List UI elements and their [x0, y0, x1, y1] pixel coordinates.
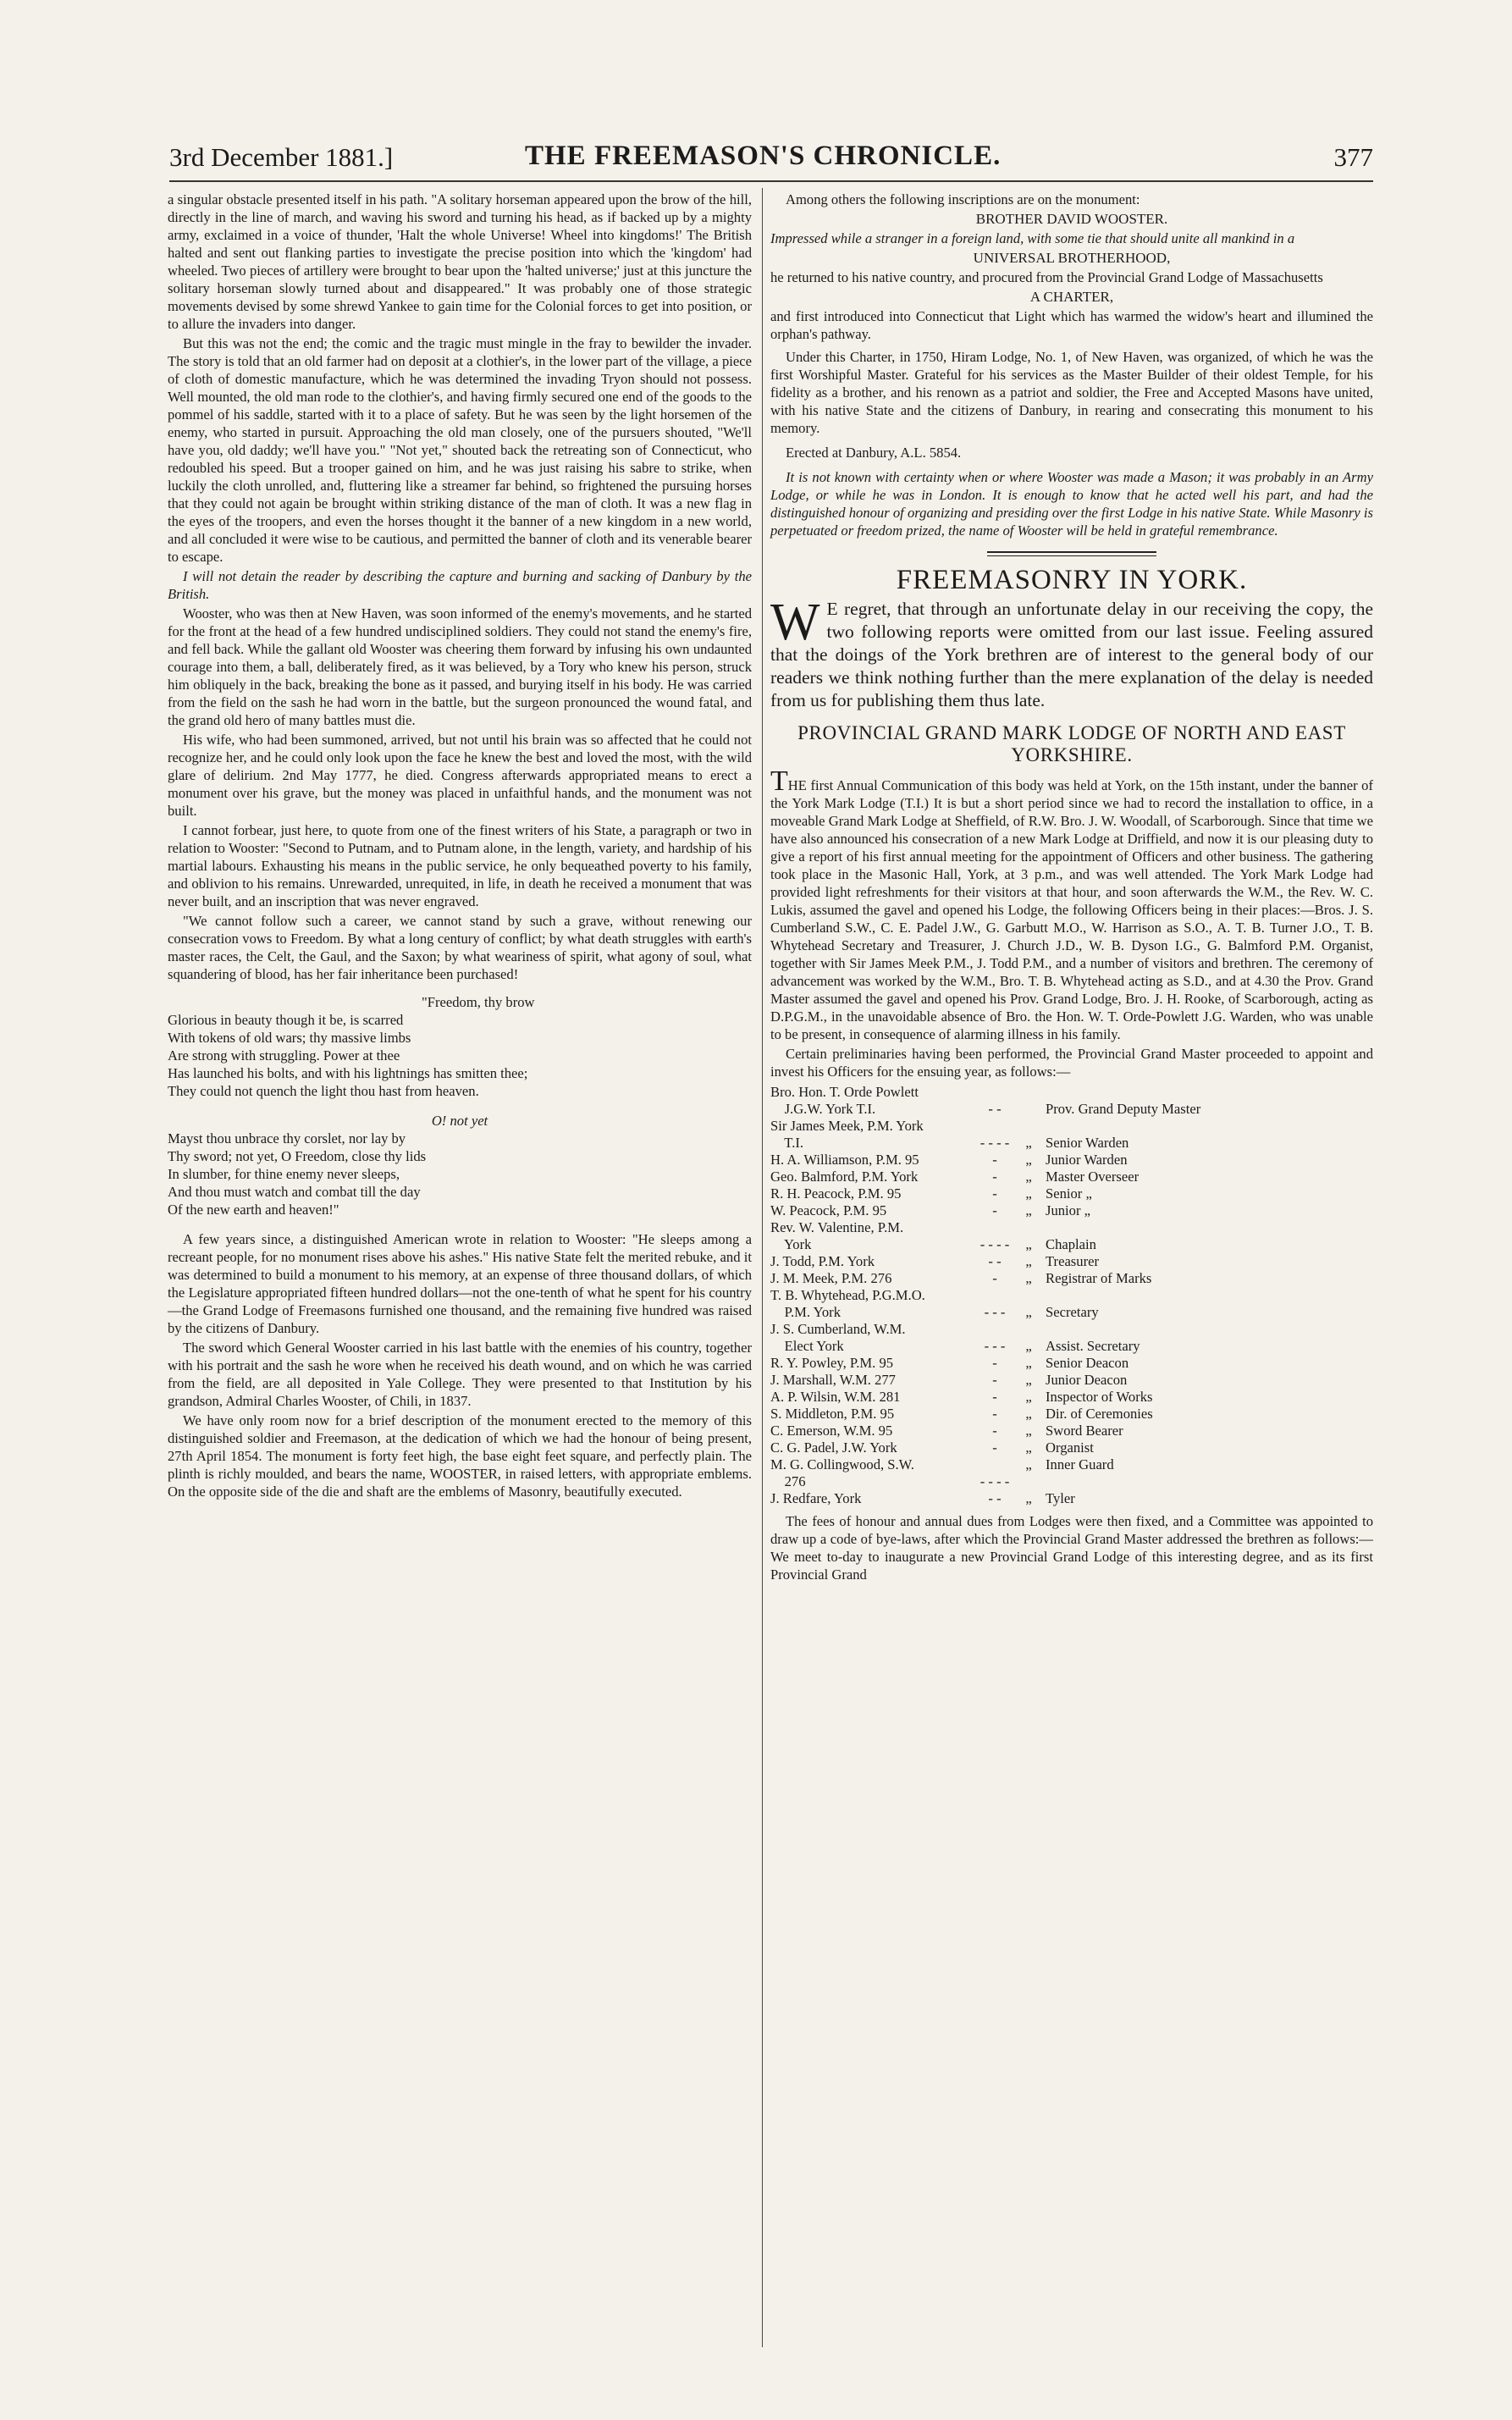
officer-leader-dots: - - - — [984, 1304, 1006, 1320]
officer-ditto-mark: „ — [1025, 1253, 1032, 1269]
officer-name: Geo. Balmford, P.M. York — [770, 1169, 919, 1185]
officer-row — [770, 1084, 1373, 1101]
poem-line: Glorious in beauty though it be, is scarred — [168, 1012, 404, 1028]
section-divider — [987, 551, 1156, 556]
article-paragraph: The sword which General Wooster carried in his last battle with the enemies of his country, together with his portrait and the sash he wore when he received his death wound, and on which he was carried from the field, are all deposited in Yale College. They were presented to that Institution by his grandson, Admiral Charles Wooster, of Chili, in 1837. — [168, 1340, 752, 1409]
article-paragraph: His wife, who had been summoned, arrived, but not until his brain was so affected that he could not recognize her, and he could only look upon the face he knew the best and loved the most, with the wild glare of delirium. 2nd May 1777, he died. Congress afterwards appropriated means to erect a monument over his grave, but the money was placed in unfaithful hands, and the monument was not built. — [168, 732, 752, 819]
section-title: FREEMASONRY IN YORK. — [896, 565, 1248, 595]
officer-name: Elect York — [770, 1338, 844, 1354]
officer-ditto-mark: „ — [1025, 1236, 1032, 1252]
officer-row — [770, 1236, 1373, 1253]
officer-role: Senior Warden — [1046, 1135, 1129, 1151]
officer-leader-dots: - — [992, 1185, 997, 1202]
officer-ditto-mark: „ — [1025, 1304, 1032, 1320]
officer-leader-dots: - - — [988, 1253, 1002, 1269]
officer-row — [770, 1406, 1373, 1423]
officer-ditto-mark: „ — [1025, 1372, 1032, 1388]
officer-name: P.M. York — [770, 1304, 842, 1320]
article-paragraph: But this was not the end; the comic and the tragic must mingle in the fray to bewilder the invader. The story is told that an old farmer had on deposit at a clothier's, in the lower part of the village, a piece of cloth of domestic manufacture, which he was determined the invading Tryon should not possess. Well mounted, the old man rode to the clothier's, and having firmly secured one end of the goods to the pommel of his saddle, started with it to a place of safety. But he was seen by the light horsemen of the enemy, who started in pursuit. Approaching the old man closely, one of the pursuers shouted, "We'll have you, old daddy; we'll have you." "Not yet," shouted back the retreating son of Connecticut, who redoubled his speed. But a trooper gained on him, and he was just raising his sabre to strike, when luckily the cloth unrolled, and, fluttering like a streamer far behind, so frightened the pursuing horses that they could not again be brought within striking distance of the man of cloth. It was a new flag in the eyes of the troopers, and even the horses thought it the banner of a new kingdom in a new world, and all concluded it were wise to be cautious, and permitted the banner of cloth and its venerable bearer to escape. — [168, 335, 752, 565]
officer-leader-dots: - — [992, 1270, 997, 1286]
article-paragraph: A few years since, a distinguished American wrote in relation to Wooster: "He sleeps among a recreant people, for no monument rises above his ashes." His native State felt the merited rebuke, and it was determined to build a monument to his memory, at an expense of three thousand dollars, of which the Legislature appropriated fifteen hundred dollars—not the one-tenth of what he spent for his country—the Grand Lodge of Freemasons furnished one thousand, and the remaining five hundred was raised by the citizens of Danbury. — [168, 1231, 752, 1336]
officer-leader-dots — [978, 1118, 1012, 1135]
officer-leader-dots — [978, 1219, 1012, 1236]
officer-ditto-mark: „ — [1025, 1389, 1032, 1405]
officer-ditto-mark: „ — [1025, 1270, 1032, 1286]
officer-ditto-mark — [1012, 1084, 1046, 1101]
poem-line: And thou must watch and combat till the day — [168, 1184, 421, 1200]
officer-ditto-mark: „ — [1025, 1439, 1032, 1456]
header-rule — [169, 180, 1373, 182]
officer-role: Registrar of Marks — [1046, 1270, 1152, 1286]
report-paragraph — [770, 765, 1373, 1043]
poem-line: Are strong with struggling. Power at thee — [168, 1047, 400, 1064]
officer-role: Senior „ — [1046, 1185, 1092, 1202]
report-paragraph: Certain preliminaries having been performed, the Provincial Grand Master proceeded to appoint and invest his Officers for the ensuing year, as follows:— — [770, 1046, 1373, 1080]
officer-name: York — [770, 1236, 812, 1252]
article-paragraph: We have only room now for a brief description of the monument erected to the memory of this distinguished soldier and Freemason, at the dedication of which we had the honour of being present, 27th April 1854. The monument is forty feet high, the base eight feet square, and perfectly plain. The plinth is richly moulded, and bears the name, WOOSTER, in raised letters, with appropriate emblems. On the opposite side of the die and shaft are the emblems of Masonry, beautifully executed. — [168, 1412, 752, 1500]
article-paragraph: It is not known with certainty when or where Wooster was made a Mason; it was probably in an Army Lodge, or while he was in London. It is enough to know that he acted well his part, and had the distinguished honour of organizing and presiding over the first Lodge in his native State. While Masonry is perpetuated or freedom prized, the name of Wooster will be held in grateful remembrance. — [770, 469, 1373, 539]
officer-row — [770, 1372, 1373, 1389]
officer-row — [770, 1490, 1373, 1507]
poem-line: They could not quench the light thou hast from heaven. — [168, 1083, 479, 1099]
page-header — [169, 141, 1373, 174]
officer-ditto-mark — [1012, 1321, 1046, 1338]
poem-line: Of the new earth and heaven!" — [168, 1202, 339, 1218]
poem-line: Thy sword; not yet, O Freedom, close thy lids — [168, 1148, 427, 1164]
inscription-heading: A CHARTER, — [1029, 289, 1114, 305]
officers-table-body — [770, 1084, 1373, 1507]
poem-stanza — [168, 993, 752, 1100]
officer-ditto-mark: „ — [1025, 1456, 1032, 1472]
officer-role: Secretary — [1046, 1304, 1099, 1320]
officer-name: R. H. Peacock, P.M. 95 — [770, 1185, 902, 1202]
officer-leader-dots: - — [992, 1423, 997, 1439]
officer-name: J. S. Cumberland, W.M. — [770, 1321, 906, 1337]
officer-role: Dir. of Ceremonies — [1046, 1406, 1153, 1422]
officer-leader-dots: - - — [988, 1101, 1002, 1117]
poem-line: Mayst thou unbrace thy corslet, nor lay by — [168, 1130, 406, 1146]
officer-row — [770, 1219, 1373, 1236]
poem-stanza — [168, 1112, 752, 1218]
officer-row — [770, 1202, 1373, 1219]
officer-leader-dots: - - - - — [979, 1135, 1010, 1151]
officer-leader-dots — [978, 1084, 1012, 1101]
officers-table — [770, 1084, 1373, 1507]
officer-name: T. B. Whytehead, P.G.M.O. — [770, 1287, 925, 1303]
officer-name: H. A. Williamson, P.M. 95 — [770, 1152, 919, 1168]
article-paragraph: Erected at Danbury, A.L. 5854. — [786, 445, 962, 461]
officer-role: Sword Bearer — [1046, 1423, 1123, 1439]
lead-paragraph — [770, 594, 1373, 712]
officer-leader-dots: - — [992, 1406, 997, 1422]
left-column — [168, 191, 752, 1502]
officer-role: Junior Deacon — [1046, 1372, 1128, 1388]
officer-ditto-mark — [1012, 1118, 1046, 1135]
officer-ditto-mark — [1012, 1473, 1046, 1490]
officer-name: J. Redfare, York — [770, 1490, 862, 1506]
officer-row — [770, 1118, 1373, 1135]
officer-row — [770, 1135, 1373, 1152]
inscription-text: Impressed while a stranger in a foreign land, with some tie that should unite all mankind in a — [770, 230, 1295, 246]
officer-role: Junior „ — [1046, 1202, 1090, 1218]
officer-ditto-mark — [1012, 1101, 1046, 1118]
officer-row — [770, 1355, 1373, 1372]
officer-row — [770, 1473, 1373, 1490]
inscriptions-intro: Among others the following inscriptions are on the monument: — [786, 191, 1140, 207]
officer-role — [1046, 1473, 1373, 1490]
page-number: 377 — [1333, 142, 1373, 172]
officer-row — [770, 1423, 1373, 1439]
drop-cap: W — [770, 594, 820, 651]
officer-role: Assist. Secretary — [1046, 1338, 1140, 1354]
officer-leader-dots: - - - — [984, 1338, 1006, 1354]
officer-name: C. G. Padel, J.W. York — [770, 1439, 897, 1456]
officer-leader-dots: - — [992, 1152, 997, 1168]
officer-name: M. G. Collingwood, S.W. — [770, 1456, 914, 1472]
officer-name: J.G.W. York T.I. — [770, 1101, 876, 1117]
officer-row — [770, 1253, 1373, 1270]
officer-name: 276 — [770, 1473, 806, 1489]
officer-name: J. M. Meek, P.M. 276 — [770, 1270, 892, 1286]
drop-cap: T — [770, 765, 788, 797]
officer-row — [770, 1456, 1373, 1473]
officer-leader-dots: - - — [988, 1490, 1002, 1506]
officer-name: Bro. Hon. T. Orde Powlett — [770, 1084, 919, 1100]
officer-role: Senior Deacon — [1046, 1355, 1129, 1371]
officer-name: R. Y. Powley, P.M. 95 — [770, 1355, 894, 1371]
officer-role: Treasurer — [1046, 1253, 1099, 1269]
poem-heading: O! not yet — [431, 1113, 488, 1129]
officer-ditto-mark: „ — [1025, 1135, 1032, 1151]
article-paragraph: Wooster, who was then at New Haven, was soon informed of the enemy's movements, and he started for the front at the head of a few hundred undisciplined soldiers. They could not stand the enemy's fire, and fell back. While the gallant old Wooster was cheering them forward by infusing his own undaunted courage into them, a ball, deliberately fired, as it was believed, by a Tory who knew his person, struck him obliquely in the back, breaking the bone as it passed, and burying itself in his body. He was carried from the field on the sash he had worn in the battle, but the surgeon pronounced the wound fatal, and the grand old hero of many battles must die. — [168, 605, 752, 728]
officer-ditto-mark: „ — [1025, 1406, 1032, 1422]
officer-row — [770, 1389, 1373, 1406]
officer-leader-dots: - - - - — [979, 1236, 1010, 1252]
poem-line: With tokens of old wars; thy massive limbs — [168, 1030, 411, 1046]
officer-row — [770, 1169, 1373, 1185]
report-text: HE first Annual Communication of this body was held at York, on the 15th instant, under the banner of the York Mark Lodge (T.I.) It is but a short period since we had to record the installation to office, in a moveable Grand Mark Lodge at Sheffield, of R.W. Bro. J. W. Woodall, of Scarborough. Since that time we have also announced his consecration of a new Mark Lodge at Driffield, and now it is our pleasing duty to give a report of his first annual meeting for the appointment of Officers and other business. The gathering took place in the Masonic Hall, York, at 3 p.m., and was well attended. The York Mark Lodge had provided light refreshments for their visitors at that hour, and soon afterwards the W.M., the Rev. W. C. Lukis, assumed the gavel and opened his Lodge, the following Officers being in their places:—Bros. J. S. Cumberland S.W., C. E. Padel J.W., G. Garbutt M.O., W. Harrison as S.O., A. T. B. Turner J.O., T. B. Whytehead Secretary and Treasurer, J. Church J.D., W. B. Dyson I.G., G. Balmford P.M. Organist, together with Sir James Meek P.M., J. Todd P.M., and a number of visitors and brethren. The ceremony of advancement was worked by the W.M., Bro. T. B. Whytehead acting as S.D., and at 4.30 the Prov. Grand Master assumed the gavel and opened his Prov. Grand Lodge, Bro. J. H. Rooke, of Scarborough, acting as D.P.G.M., in the unavoidable absence of Bro. the Hon. W. T. Orde-Powlett J.G. Warden, who was unable to be present, in consequence of alarming illness in his family. — [770, 777, 1373, 1042]
officer-name: C. Emerson, W.M. 95 — [770, 1423, 893, 1439]
officer-ditto-mark: „ — [1025, 1202, 1032, 1218]
inscription-text: and first introduced into Connecticut that Light which has warmed the widow's heart and illumined the orphan's pathway. — [770, 308, 1373, 342]
officer-ditto-mark: „ — [1025, 1152, 1032, 1168]
officer-leader-dots — [978, 1321, 1012, 1338]
officer-role — [1046, 1118, 1373, 1135]
officer-role — [1046, 1287, 1373, 1304]
inscription-heading: UNIVERSAL BROTHERHOOD, — [973, 250, 1171, 266]
article-paragraph: I will not detain the reader by describing the capture and burning and sacking of Danbury by the British. — [168, 568, 752, 602]
officer-role: Prov. Grand Deputy Master — [1046, 1101, 1201, 1117]
officer-leader-dots: - — [992, 1389, 997, 1405]
officer-name: A. P. Wilsin, W.M. 281 — [770, 1389, 901, 1405]
article-paragraph: "We cannot follow such a career, we cannot stand by such a grave, without renewing our consecration vows to Freedom. By what a long century of conflict; by what death struggles with earth's master races, the Celt, the Gaul, and the Saxon; by what weariness of spirit, what agony of soul, what squandering of blood, has her fair inheritance been purchased! — [168, 913, 752, 982]
officer-row — [770, 1304, 1373, 1321]
officer-ditto-mark: „ — [1025, 1169, 1032, 1185]
officer-role: Junior Warden — [1046, 1152, 1128, 1168]
officer-name: W. Peacock, P.M. 95 — [770, 1202, 887, 1218]
poem-line: In slumber, for thine enemy never sleeps, — [168, 1166, 400, 1182]
officer-leader-dots: - - - - — [979, 1473, 1010, 1489]
officer-row — [770, 1321, 1373, 1338]
officer-ditto-mark: „ — [1025, 1355, 1032, 1371]
officer-name: J. Marshall, W.M. 277 — [770, 1372, 896, 1388]
officer-row — [770, 1270, 1373, 1287]
poem-line: "Freedom, thy brow — [422, 994, 535, 1010]
article-paragraph: I cannot forbear, just here, to quote from one of the finest writers of his State, a paragraph or two in relation to Wooster: "Second to Putnam, and to Putnam alone, in the length, variety, and hardship of his martial labours. Exhausting his means in the public service, he only bequeathed poverty to his family, and oblivion to his remains. Unrewarded, unrequited, in life, in death he received a monument that was never built, and an inscription that was never engraved. — [168, 822, 752, 909]
officer-leader-dots: - — [992, 1439, 997, 1456]
officer-role: Chaplain — [1046, 1236, 1096, 1252]
officer-row — [770, 1338, 1373, 1355]
officer-row — [770, 1101, 1373, 1118]
article-paragraph: Under this Charter, in 1750, Hiram Lodge, No. 1, of New Haven, was organized, of which he was the first Worshipful Master. Grateful for his services as the Master Builder of their oldest Temple, for his fidelity as a brother, and his renown as a patriot and soldier, the Free and Accepted Masons have united, with his native State and the citizens of Danbury, in rearing and consecrating this monument to his memory. — [770, 349, 1373, 436]
officer-role: Inspector of Works — [1046, 1389, 1153, 1405]
officer-leader-dots — [978, 1287, 1012, 1304]
officer-ditto-mark — [1012, 1219, 1046, 1236]
officer-name: Rev. W. Valentine, P.M. — [770, 1219, 904, 1235]
report-title: PROVINCIAL GRAND MARK LODGE OF NORTH AND EAST YORKSHIRE. — [797, 722, 1346, 765]
officer-leader-dots: - — [992, 1202, 997, 1218]
right-column — [770, 191, 1373, 1585]
inscription-text: he returned to his native country, and procured from the Provincial Grand Lodge of Massachusetts — [770, 269, 1323, 285]
officer-leader-dots: - — [992, 1372, 997, 1388]
publication-title: THE FREEMASON'S CHRONICLE. — [525, 141, 1002, 171]
officer-role: Master Overseer — [1046, 1169, 1140, 1185]
officer-row — [770, 1287, 1373, 1304]
officer-leader-dots: - — [992, 1355, 997, 1371]
officer-name: Sir James Meek, P.M. York — [770, 1118, 924, 1134]
inscription-heading: BROTHER DAVID WOOSTER. — [975, 211, 1168, 227]
officer-row — [770, 1185, 1373, 1202]
officer-name: T.I. — [770, 1135, 804, 1151]
officer-ditto-mark: „ — [1025, 1423, 1032, 1439]
report-paragraph: The fees of honour and annual dues from Lodges were then fixed, and a Committee was appointed to draw up a code of bye-laws, after which the Provincial Grand Master addressed the brethren as follows:—We meet to-day to inaugurate a new Provincial Grand Lodge of this interesting degree, and as its first Provincial Grand — [770, 1513, 1373, 1583]
officer-row — [770, 1439, 1373, 1456]
column-divider — [762, 188, 763, 2347]
poem-line: Has launched his bolts, and with his lightnings has smitten thee; — [168, 1065, 528, 1081]
officer-role: Inner Guard — [1046, 1456, 1114, 1472]
officer-role — [1046, 1219, 1373, 1236]
officer-ditto-mark: „ — [1025, 1185, 1032, 1202]
officer-ditto-mark: „ — [1025, 1490, 1032, 1506]
officer-leader-dots — [978, 1456, 1012, 1473]
officer-name: S. Middleton, P.M. 95 — [770, 1406, 895, 1422]
officer-role — [1046, 1321, 1373, 1338]
officer-leader-dots: - — [992, 1169, 997, 1185]
officer-row — [770, 1152, 1373, 1169]
article-paragraph: a singular obstacle presented itself in his path. "A solitary horseman appeared upon the brow of the hill, directly in the line of march, and waving his sword and turning his head, as if backed up by a mighty army, exclaimed in a voice of thunder, 'Halt the whole Universe! Wheel into kingdoms!' The British halted and sent out flanking parties to investigate the precise position into which the 'kingdom' had wheeled. Two pieces of artillery were brought to bear upon the 'halted universe;' just at this juncture the solitary horseman slowly turned about and disappeared." It was probably one of those strategic movements devised by some shrewd Yankee to gain time for the Colonial forces to get into position, or to allure the invaders into danger. — [168, 191, 752, 332]
officer-role: Tyler — [1046, 1490, 1075, 1506]
officer-role — [1046, 1084, 1373, 1101]
officer-ditto-mark: „ — [1025, 1338, 1032, 1354]
lead-text: E regret, that through an unfortunate delay in our receiving the copy, the two following reports were omitted from our last issue. Feeling assured that the doings of the York brethren are of interest to the general body of our readers we think nothing further than the mere explanation of the delay is needed from us for publishing them thus late. — [770, 599, 1373, 710]
officer-name: J. Todd, P.M. York — [770, 1253, 875, 1269]
officer-ditto-mark — [1012, 1287, 1046, 1304]
issue-date: 3rd December 1881.] — [169, 142, 394, 172]
officer-role: Organist — [1046, 1439, 1094, 1456]
